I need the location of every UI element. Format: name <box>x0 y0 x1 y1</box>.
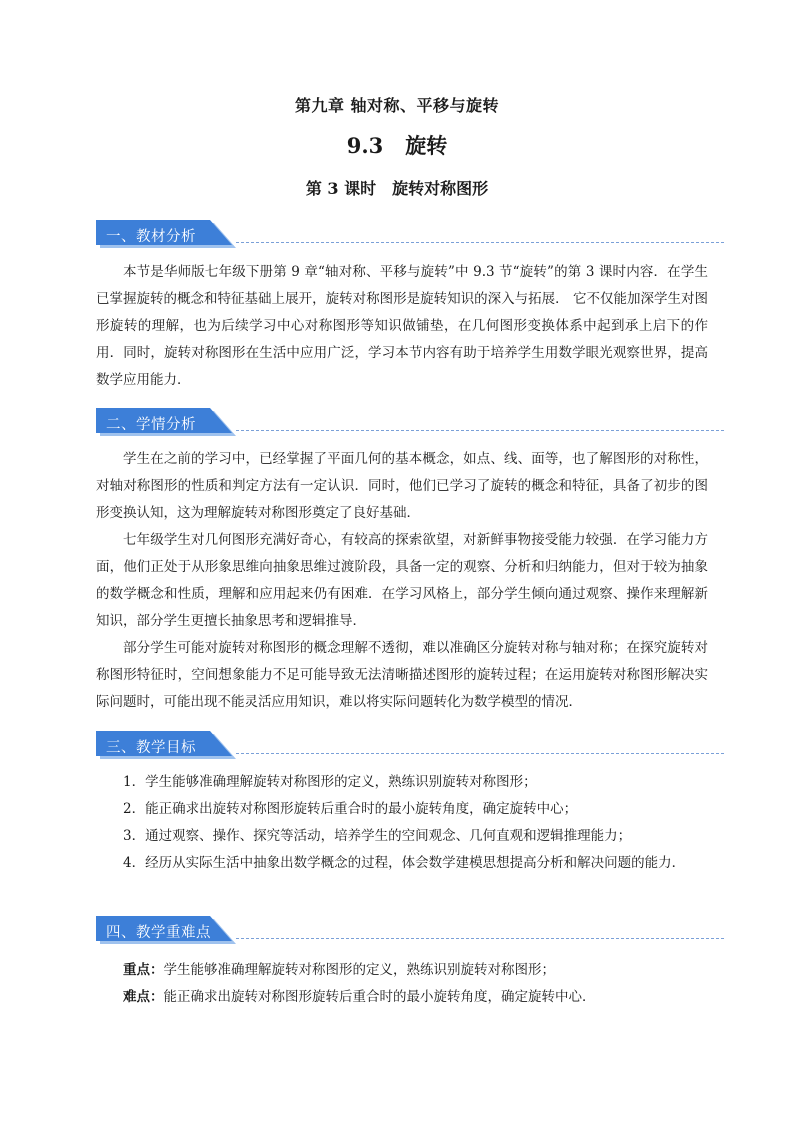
key-text: 学生能够准确理解旋转对称图形的定义，熟练识别旋转对称图形； <box>163 962 555 978</box>
section-header-4 <box>96 914 724 946</box>
section-header-2 <box>96 406 724 438</box>
lesson-name: 旋转对称图形 <box>392 179 489 198</box>
list-item: 4．经历从实际生活中抽象出数学概念的过程，体会数学建模思想提高分析和解决问题的能力． <box>123 855 686 871</box>
paragraph: 本节是华师版七年级下册第 9 章“轴对称、平移与旋转”中 9.3 节“旋转”的第 3 课时内容．在学生已掌握旋转的概念和特征基础上展开，旋转对称图形是旋转知识的深入与拓展． 它不仅能加深学生对图形旋转的理解，也为后续学习中心对称图形等知识做铺垫，在几何图形变换体系中起到承上启下的作用．同时，旋转对称图形在生活中应用广泛，学习本节内容有助于培养学生用数学眼光观察世界，提高数学应用能力． <box>96 264 708 388</box>
difficult-text: 能正确求出旋转对称图形旋转后重合时的最小旋转角度，确定旋转中心． <box>163 989 596 1005</box>
section-tab-1 <box>96 220 236 248</box>
key-point <box>96 957 708 984</box>
difficult-label: 难点： <box>123 989 164 1005</box>
section-title-1: 一、教材分析 <box>106 229 196 245</box>
section-tab-4 <box>96 916 236 944</box>
section-tab-3 <box>96 731 236 759</box>
dashed-divider <box>236 938 724 939</box>
list-item: 1．学生能够准确理解旋转对称图形的定义，熟练识别旋转对称图形； <box>123 774 537 790</box>
dashed-divider <box>236 242 724 243</box>
dashed-divider <box>236 430 724 431</box>
lesson-number: 第 3 课时 <box>305 179 377 198</box>
lesson-title <box>0 176 794 199</box>
paragraph: 七年级学生对几何图形充满好奇心，有较高的探索欲望，对新鲜事物接受能力较强．在学习能力方面，他们正处于从形象思维向抽象思维过渡阶段，具备一定的观察、分析和归纳能力，但对于较为抽象的数学概念和性质，理解和应用起来仍有困难．在学习风格上，部分学生倾向通过观察、操作来理解新知识，部分学生更擅长抽象思考和逻辑推导． <box>96 532 708 629</box>
section-body-2 <box>96 446 708 716</box>
section-body-1 <box>96 259 708 394</box>
list-item: 2．能正确求出旋转对称图形旋转后重合时的最小旋转角度，确定旋转中心； <box>123 801 578 817</box>
paragraph: 学生在之前的学习中，已经掌握了平面几何的基本概念，如点、线、面等，也了解图形的对称性，对轴对称图形的性质和判定方法有一定认识．同时，他们已学习了旋转的概念和特征，具备了初步的图形变换认知，这为理解旋转对称图形奠定了良好基础． <box>96 451 708 521</box>
section-header-3 <box>96 729 724 761</box>
section-header-1 <box>96 218 724 250</box>
dashed-divider <box>236 753 724 754</box>
section-title <box>0 130 794 160</box>
section-title-3: 三、教学目标 <box>106 740 196 756</box>
objectives-list <box>96 769 708 877</box>
section-name: 旋转 <box>405 133 448 158</box>
key-points <box>96 957 708 1011</box>
paragraph: 部分学生可能对旋转对称图形的概念理解不透彻，难以准确区分旋转对称与轴对称；在探究旋转对称图形特征时，空间想象能力不足可能导致无法清晰描述图形的旋转过程；在运用旋转对称图形解决实际问题时，可能出现不能灵活应用知识，难以将实际问题转化为数学模型的情况． <box>96 640 708 710</box>
key-label: 重点： <box>123 962 164 978</box>
difficult-point <box>96 984 708 1011</box>
section-title-2: 二、学情分析 <box>106 417 196 433</box>
list-item: 3．通过观察、操作、探究等活动，培养学生的空间观念、几何直观和逻辑推理能力； <box>123 828 632 844</box>
section-tab-2 <box>96 408 236 436</box>
chapter-title: 第九章 轴对称、平移与旋转 <box>294 96 500 115</box>
section-title-4: 四、教学重难点 <box>106 925 211 941</box>
section-number: 9.3 <box>346 133 384 158</box>
